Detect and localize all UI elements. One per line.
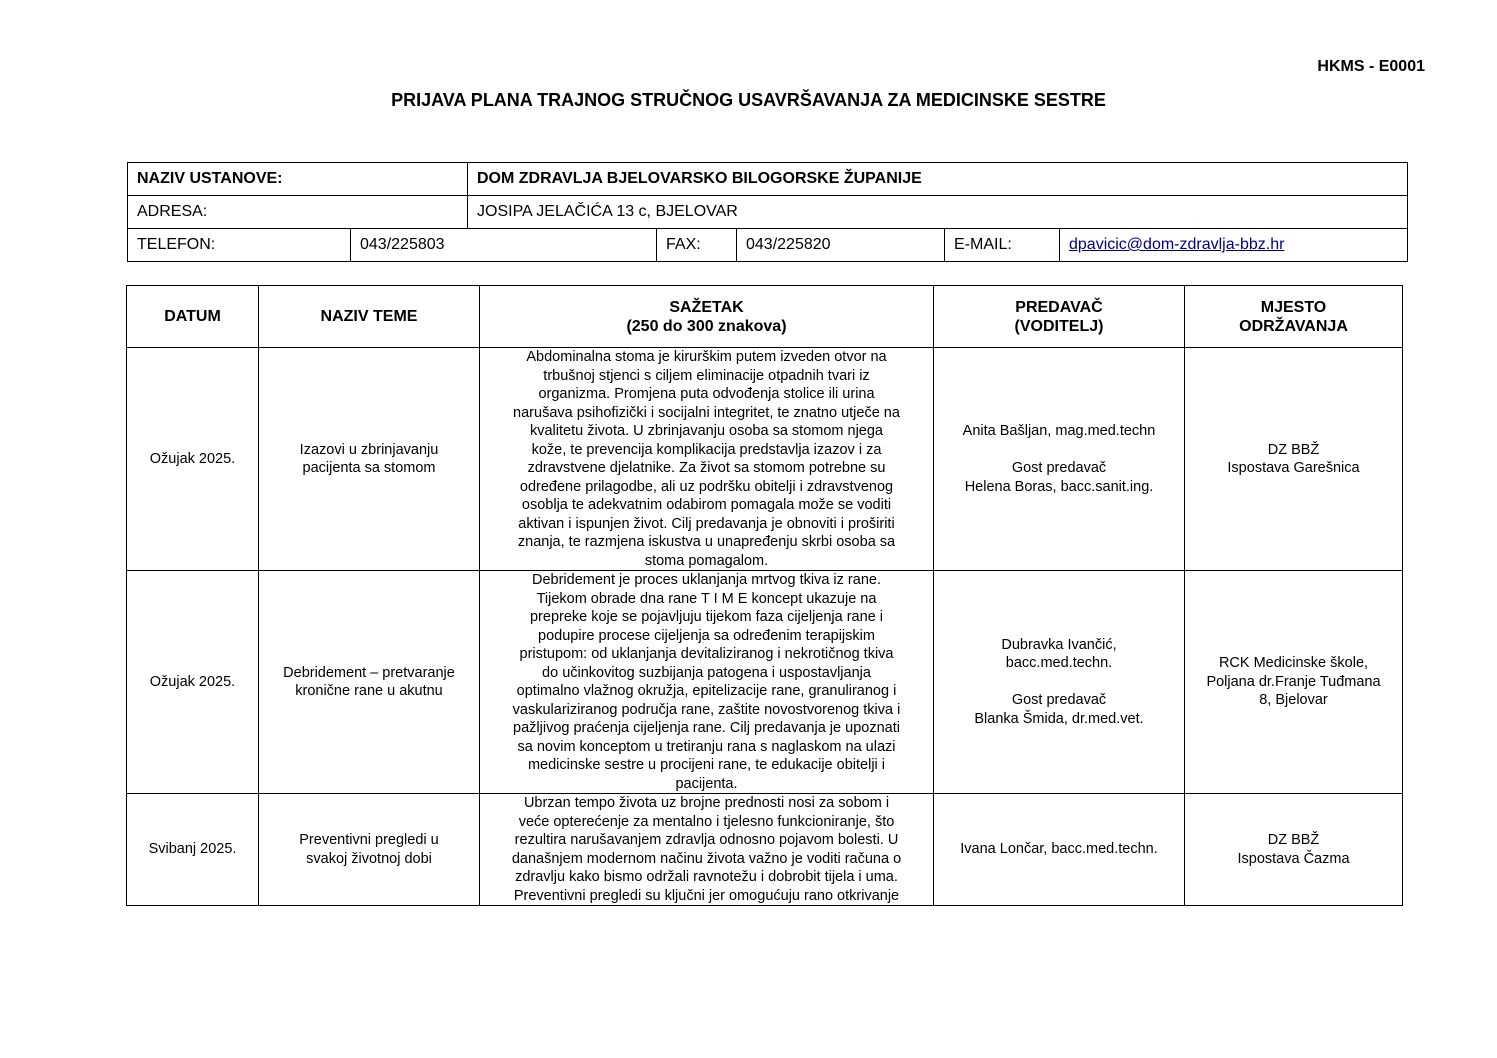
table-row [127, 348, 1403, 571]
row-summary: Debridement je proces uklanjanja mrtvog tkiva iz rane. Tijekom obrade dna rane T I M E koncept ukazuje na prepreke koje se pojavljuju tijekom faza cijeljenja rane i podupire procese cijeljenja sa određenim terapijskim pristupom: od uklanjanja devitaliziranog i nekrotičnog tkiva do učinkovitog suzbijanja patogena i uspostavljanja optimalno vlažnog okružja, epitelizacije rane, granuliranog i vaskulariziranog područja rane, zaštite novostvorenog tkiva i pažljivog praćenja cijeljenja rane. Cilj predavanja je upoznati sa novim konceptom u tretiranju rana s naglaskom na ulazi medicinske sestre u procijeni rane, te edukacije obitelji i pacijenta. [480, 571, 934, 794]
row-summary: Ubrzan tempo života uz brojne prednosti nosi za sobom i veće opterećenje za mentalno i tjelesno funkcioniranje, što rezultira narušavanjem zdravlja odnosno pojavom bolesti. U današnjem modernom načinu života važno je voditi računa o zdravlju kako bismo održali ravnotežu i dobrobit tijela i uma. Preventivni pregledi su ključni jer omogućuju rano otkrivanje [480, 794, 934, 906]
row-location: DZ BBŽ Ispostava Garešnica [1185, 348, 1403, 571]
phone-value: 043/225803 [351, 229, 657, 262]
header-lecturer: PREDAVAČ (VODITELJ) [934, 286, 1185, 348]
institution-name-label: NAZIV USTANOVE: [128, 163, 468, 196]
row-summary: Abdominalna stoma je kirurškim putem izveden otvor na trbušnoj stjenci s ciljem eliminacije otpadnih tvari iz organizma. Promjena puta odvođenja stolice ili urina narušava psihofizički i socijalni integritet, te znatno utječe na kvalitetu života. U zbrinjavanju osoba sa stomom njega kože, te prevencija komplikacija predstavlja izazov i za zdravstvene djelatnike. Za život sa stomom potrebne su određene prilagodbe, ali uz podršku obitelji i zdravstvenog osoblja te adekvatnim odabirom pomagala može se voditi aktivan i ispunjen život. Cilj predavanja je obnoviti i proširiti znanja, te razmjena iskustva u unapređenju skrbi osoba sa stoma pomagalom. [480, 348, 934, 571]
row-topic: Preventivni pregledi u svakoj životnoj dobi [259, 794, 480, 906]
table-row [127, 794, 1403, 906]
institution-table [127, 162, 1408, 262]
institution-name-value: DOM ZDRAVLJA BJELOVARSKO BILOGORSKE ŽUPANIJE [468, 163, 1408, 196]
email-label: E-MAIL: [945, 229, 1060, 262]
row-location: DZ BBŽ Ispostava Čazma [1185, 794, 1403, 906]
row-topic: Izazovi u zbrinjavanju pacijenta sa stomom [259, 348, 480, 571]
row-location: RCK Medicinske škole, Poljana dr.Franje Tuđmana 8, Bjelovar [1185, 571, 1403, 794]
header-location: MJESTO ODRŽAVANJA [1185, 286, 1403, 348]
fax-value: 043/225820 [737, 229, 945, 262]
row-lecturer: Anita Bašljan, mag.med.techn Gost predavač Helena Boras, bacc.sanit.ing. [934, 348, 1185, 571]
institution-name-row [128, 163, 1408, 196]
email-link[interactable]: dpavicic@dom-zdravlja-bbz.hr [1069, 236, 1285, 253]
row-lecturer: Ivana Lončar, bacc.med.techn. [934, 794, 1185, 906]
page-title: PRIJAVA PLANA TRAJNOG STRUČNOG USAVRŠAVANJA ZA MEDICINSKE SESTRE [391, 90, 1106, 110]
phone-label: TELEFON: [128, 229, 351, 262]
address-label: ADRESA: [128, 196, 468, 229]
plan-header-row [127, 286, 1403, 348]
institution-address-row [128, 196, 1408, 229]
row-date: Ožujak 2025. [127, 571, 259, 794]
row-date: Svibanj 2025. [127, 794, 259, 906]
row-date: Ožujak 2025. [127, 348, 259, 571]
row-topic: Debridement – pretvaranje kronične rane u akutnu [259, 571, 480, 794]
table-row [127, 571, 1403, 794]
header-topic: NAZIV TEME [259, 286, 480, 348]
address-value: JOSIPA JELAČIĆA 13 c, BJELOVAR [468, 196, 1408, 229]
header-summary: SAŽETAK (250 do 300 znakova) [480, 286, 934, 348]
email-cell [1060, 229, 1408, 262]
row-lecturer: Dubravka Ivančić, bacc.med.techn. Gost predavač Blanka Šmida, dr.med.vet. [934, 571, 1185, 794]
header-date: DATUM [127, 286, 259, 348]
fax-label: FAX: [657, 229, 737, 262]
plan-table [126, 285, 1403, 906]
form-code: HKMS - E0001 [1317, 58, 1425, 75]
institution-contact-row [128, 229, 1408, 262]
